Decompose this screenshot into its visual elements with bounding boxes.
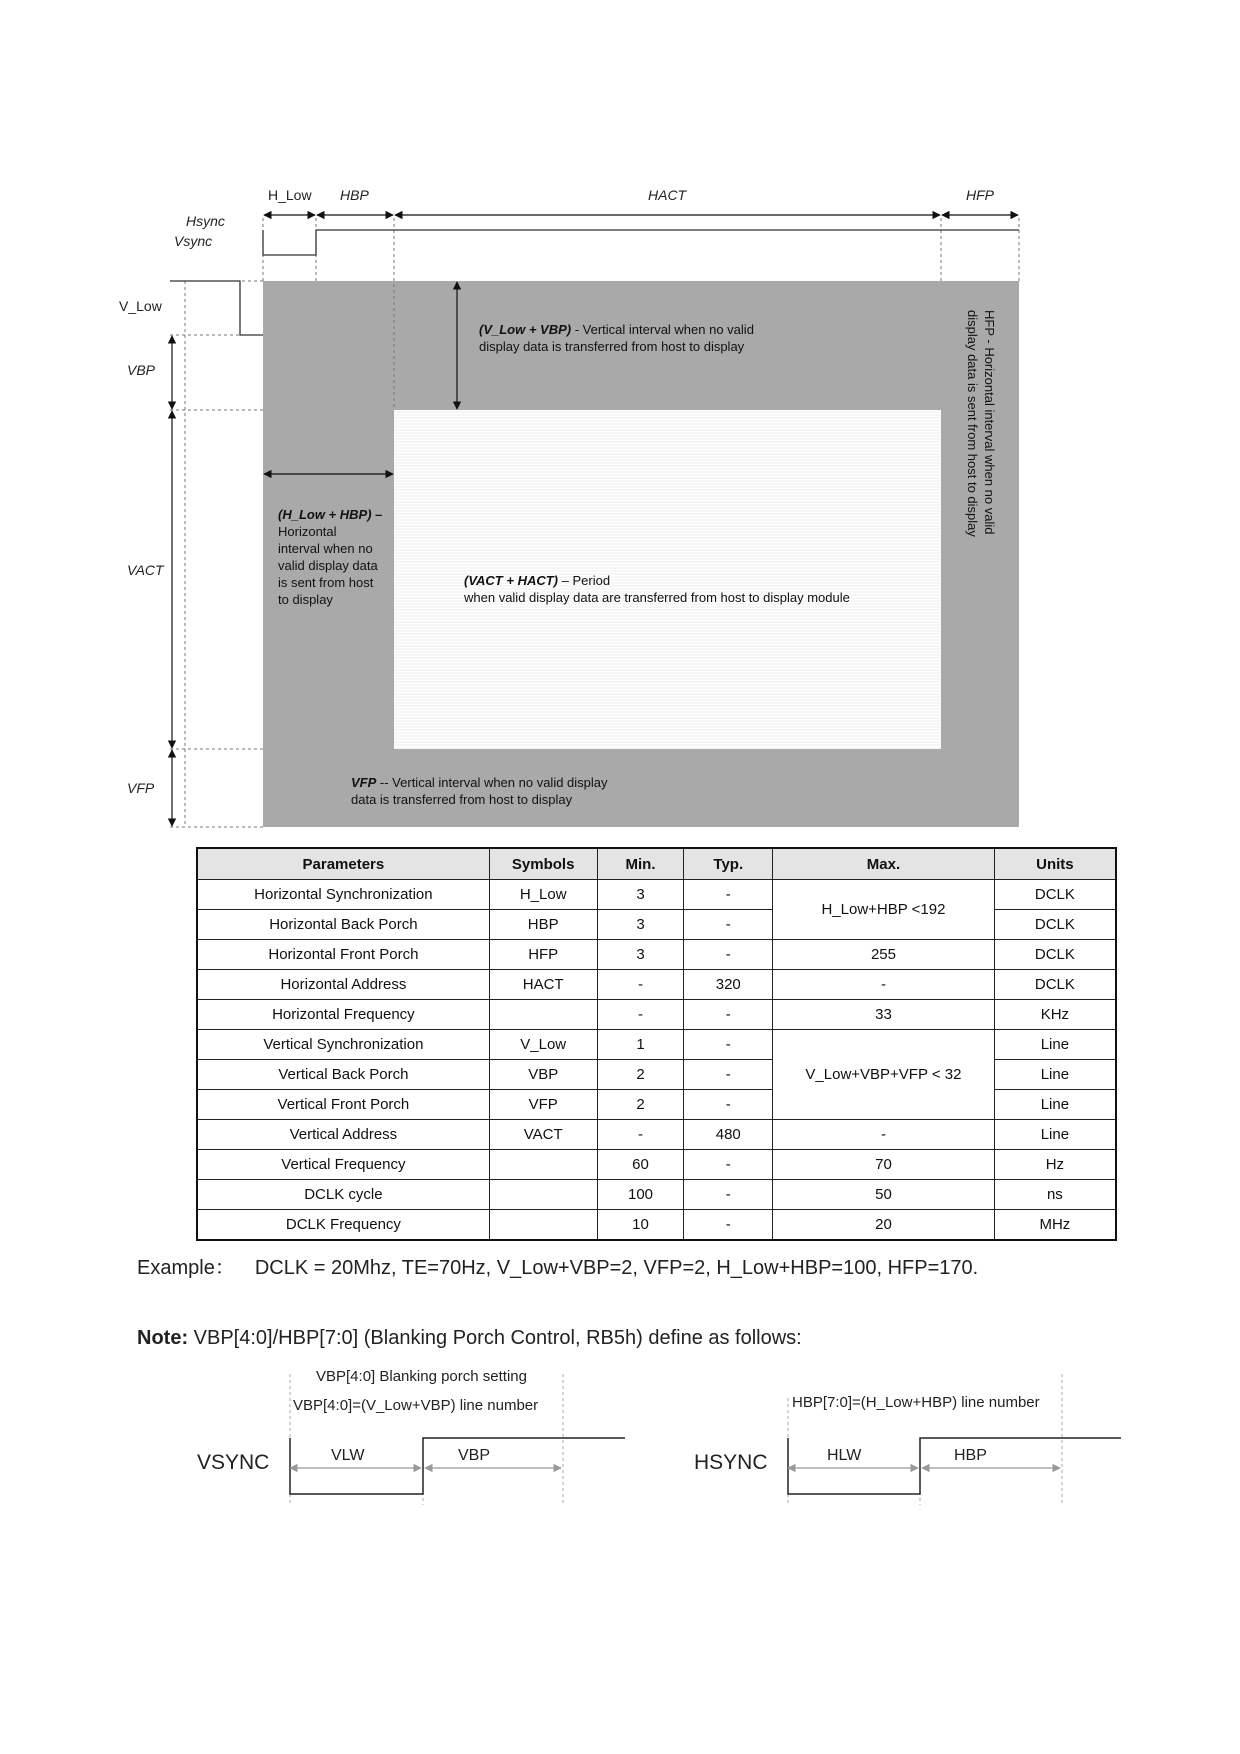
table-cell: V_Low — [489, 1030, 597, 1060]
example-label: Example： — [137, 1257, 235, 1279]
table-cell: VFP — [489, 1090, 597, 1120]
table-cell — [489, 1210, 597, 1241]
table-cell: H_Low — [489, 880, 597, 910]
table-row — [197, 1180, 1116, 1210]
table-cell: H_Low+HBP <192 — [773, 880, 995, 940]
table-cell: DCLK cycle — [197, 1180, 489, 1210]
vfp-description: VFP -- Vertical interval when no valid display data is transferred from host to display — [351, 775, 608, 807]
table-cell: - — [684, 1000, 773, 1030]
vfp-label: VFP — [127, 780, 155, 796]
table-cell: 70 — [773, 1150, 995, 1180]
table-cell: 33 — [773, 1000, 995, 1030]
table-cell: 3 — [597, 910, 684, 940]
hsync-waveform — [263, 230, 1019, 255]
table-cell: 50 — [773, 1180, 995, 1210]
vsync-name: VSYNC — [197, 1451, 270, 1474]
table-cell: - — [684, 1150, 773, 1180]
table-cell: - — [773, 970, 995, 1000]
vbp-label: VBP — [127, 362, 156, 378]
table-row — [197, 880, 1116, 910]
table-cell: Vertical Synchronization — [197, 1030, 489, 1060]
table-cell: Horizontal Address — [197, 970, 489, 1000]
table-cell: Line — [994, 1030, 1116, 1060]
table-cell: HACT — [489, 970, 597, 1000]
table-cell: DCLK — [994, 910, 1116, 940]
table-cell — [489, 1150, 597, 1180]
hfp-label: HFP — [966, 187, 994, 203]
table-cell: - — [597, 1120, 684, 1150]
vbp-description: (V_Low + VBP) - Vertical interval when no valid display data is transferred from host to display — [479, 322, 754, 354]
hact-label: HACT — [648, 187, 687, 203]
table-cell: - — [684, 1210, 773, 1241]
table-cell: 320 — [684, 970, 773, 1000]
table-header-row — [197, 848, 1116, 880]
note-text: VBP[4:0]/HBP[7:0] (Blanking Porch Control, RB5h) define as follows: — [188, 1327, 802, 1349]
timing-parameters-table — [196, 847, 1117, 1241]
table-cell: 60 — [597, 1150, 684, 1180]
table-cell: 1 — [597, 1030, 684, 1060]
table-row — [197, 1150, 1116, 1180]
table-cell: - — [684, 1060, 773, 1090]
table-cell: - — [684, 1030, 773, 1060]
table-cell: Line — [994, 1090, 1116, 1120]
table-row — [197, 1120, 1116, 1150]
note-label: Note: — [137, 1327, 189, 1349]
table-cell: Horizontal Frequency — [197, 1000, 489, 1030]
table-cell: DCLK — [994, 970, 1116, 1000]
hbp-setting-formula: HBP[7:0]=(H_Low+HBP) line number — [792, 1394, 1040, 1411]
vsync-label: Vsync — [174, 233, 213, 249]
column-header: Min. — [597, 848, 684, 880]
table-cell — [489, 1180, 597, 1210]
table-cell: 10 — [597, 1210, 684, 1241]
table-cell: 255 — [773, 940, 995, 970]
table-cell: - — [597, 970, 684, 1000]
table-row — [197, 1210, 1116, 1241]
vlw-label: VLW — [331, 1447, 365, 1464]
table-cell: Line — [994, 1120, 1116, 1150]
table-cell: - — [684, 940, 773, 970]
h-low-label: H_Low — [268, 187, 312, 203]
table-cell: Hz — [994, 1150, 1116, 1180]
hbp-description: (H_Low + HBP) – Horizontal interval when no valid display data is sent from host to display — [278, 507, 383, 607]
v-low-label: V_Low — [119, 298, 162, 314]
hsync-name: HSYNC — [694, 1451, 768, 1474]
table-cell: Vertical Front Porch — [197, 1090, 489, 1120]
table-cell: HBP — [489, 910, 597, 940]
table-cell: Vertical Back Porch — [197, 1060, 489, 1090]
column-header: Symbols — [489, 848, 597, 880]
table-cell: VBP — [489, 1060, 597, 1090]
table-cell: - — [684, 910, 773, 940]
table-row — [197, 1000, 1116, 1030]
table-cell: Horizontal Front Porch — [197, 940, 489, 970]
hbp-label: HBP — [340, 187, 369, 203]
table-cell: 20 — [773, 1210, 995, 1241]
active-description: (VACT + HACT) – Period when valid display data are transferred from host to display module — [464, 573, 850, 605]
hsync-label: Hsync — [186, 213, 225, 229]
column-header: Parameters — [197, 848, 489, 880]
hsync-hbp-label: HBP — [954, 1447, 987, 1464]
porch-waveforms — [0, 1360, 1240, 1540]
table-cell — [489, 1000, 597, 1030]
table-row — [197, 940, 1116, 970]
table-cell: DCLK Frequency — [197, 1210, 489, 1241]
table-cell: VACT — [489, 1120, 597, 1150]
table-cell: Vertical Address — [197, 1120, 489, 1150]
timing-frame-diagram — [0, 0, 1240, 860]
table-cell: 100 — [597, 1180, 684, 1210]
table-cell: MHz — [994, 1210, 1116, 1241]
vsync-vbp-label: VBP — [458, 1447, 491, 1464]
table-cell: Vertical Frequency — [197, 1150, 489, 1180]
table-cell: Horizontal Back Porch — [197, 910, 489, 940]
table-cell: - — [684, 1090, 773, 1120]
table-cell: V_Low+VBP+VFP < 32 — [773, 1030, 995, 1120]
column-header: Typ. — [684, 848, 773, 880]
hfp-description: HFP - Horizontal interval when no valid display data is sent from host to display — [965, 310, 997, 537]
example-line — [137, 1251, 978, 1280]
table-cell: - — [773, 1120, 995, 1150]
table-cell: DCLK — [994, 940, 1116, 970]
table-row — [197, 1030, 1116, 1060]
table-cell: 2 — [597, 1060, 684, 1090]
table-cell: DCLK — [994, 880, 1116, 910]
vbp-setting-title: VBP[4:0] Blanking porch setting — [316, 1368, 527, 1385]
table-cell: KHz — [994, 1000, 1116, 1030]
example-text: DCLK = 20Mhz, TE=70Hz, V_Low+VBP=2, VFP=2, H_Low+HBP=100, HFP=170. — [254, 1257, 979, 1279]
vsync-waveform — [170, 281, 263, 335]
table-cell: 3 — [597, 940, 684, 970]
table-cell: 3 — [597, 880, 684, 910]
column-header: Units — [994, 848, 1116, 880]
table-cell: 480 — [684, 1120, 773, 1150]
table-cell: Horizontal Synchronization — [197, 880, 489, 910]
vact-label: VACT — [127, 562, 164, 578]
table-row — [197, 970, 1116, 1000]
table-cell: - — [684, 880, 773, 910]
vbp-setting-formula: VBP[4:0]=(V_Low+VBP) line number — [293, 1397, 539, 1414]
hlw-label: HLW — [827, 1447, 862, 1464]
table-cell: - — [597, 1000, 684, 1030]
column-header: Max. — [773, 848, 995, 880]
table-cell: Line — [994, 1060, 1116, 1090]
table-cell: ns — [994, 1180, 1116, 1210]
table-cell: HFP — [489, 940, 597, 970]
table-cell: 2 — [597, 1090, 684, 1120]
table-cell: - — [684, 1180, 773, 1210]
note-line — [137, 1327, 802, 1350]
